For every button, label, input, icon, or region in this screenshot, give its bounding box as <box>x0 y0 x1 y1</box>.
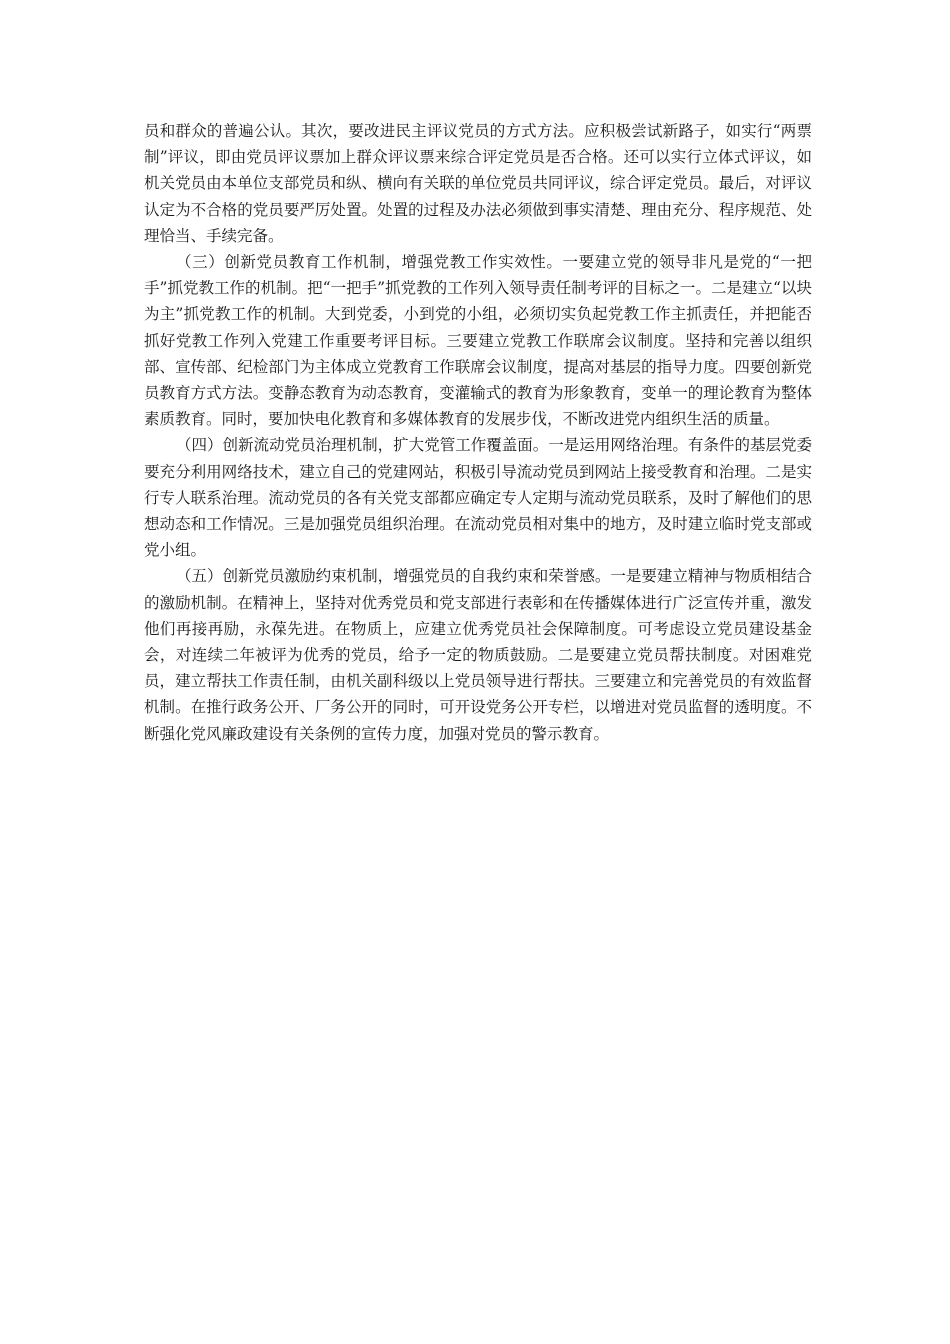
paragraph-section-5: （五）创新党员激励约束机制，增强党员的自我约束和荣誉感。一是要建立精神与物质相结合的激励机制。在精神上，坚持对优秀党员和党支部进行表彰和在传播媒体进行广泛宣传并重，激发他们再接再励，永葆先进。在物质上，应建立优秀党员社会保障制度。可考虑设立党员建设基金会，对连续二年被评为优秀的党员，给予一定的物质鼓励。二是要建立党员帮扶制度。对困难党员，建立帮扶工作责任制，由机关副科级以上党员领导进行帮扶。三要建立和完善党员的有效监督机制。在推行政务公开、厂务公开的同时，可开设党务公开专栏，以增进对党员监督的透明度。不断强化党风廉政建设有关条例的宣传力度，加强对党员的警示教育。 <box>144 567 812 743</box>
paragraph-continuation: 员和群众的普遍公认。其次，要改进民主评议党员的方式方法。应积极尝试新路子，如实行“两票制”评议，即由党员评议票加上群众评议票来综合评定党员是否合格。还可以实行立体式评议，如机关党员由本单位支部党员和纵、横向有关联的单位党员共同评议，综合评定党员。最后，对评议认定为不合格的党员要严厉处置。处置的过程及办法必须做到事实清楚、理由充分、程序规范、处理恰当、手续完备。 <box>144 122 812 245</box>
paragraph-section-4: （四）创新流动党员治理机制，扩大党管工作覆盖面。一是运用网络治理。有条件的基层党委要充分利用网络技术，建立自己的党建网站，积极引导流动党员到网站上接受教育和治理。二是实行专人联系治理。流动党员的各有关党支部都应确定专人定期与流动党员联系，及时了解他们的思想动态和工作情况。三是加强党员组织治理。在流动党员相对集中的地方，及时建立临时党支部或党小组。 <box>144 436 812 560</box>
document-body <box>144 118 812 747</box>
paragraph-section-3: （三）创新党员教育工作机制，增强党教工作实效性。一要建立党的领导非凡是党的“一把手”抓党教工作的机制。把“一把手”抓党教的工作列入领导责任制考评的目标之一。二是建立“以块为主”抓党教工作的机制。大到党委，小到党的小组，必须切实负起党教工作主抓责任，并把能否抓好党教工作列入党建工作重要考评目标。三要建立党教工作联席会议制度。坚持和完善以组织部、宣传部、纪检部门为主体成立党教育工作联席会议制度，提高对基层的指导力度。四要创新党员教育方式方法。变静态教育为动态教育，变灌输式的教育为形象教育，变单一的理论教育为整体素质教育。同时，要加快电化教育和多媒体教育的发展步伐，不断改进党内组织生活的质量。 <box>144 253 812 429</box>
